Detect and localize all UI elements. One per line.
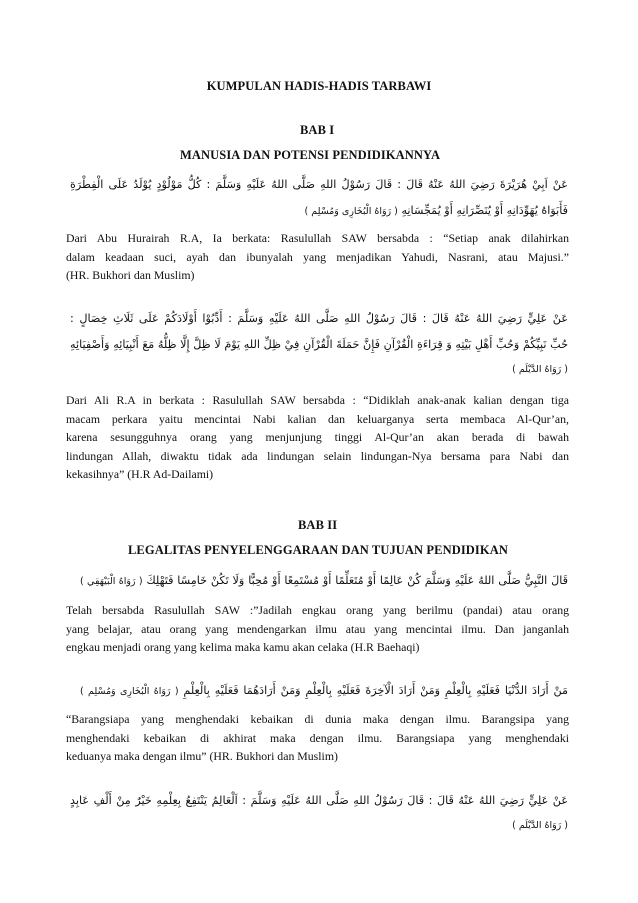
- chapter-title-bab-1: MANUSIA DAN POTENSI PENDIDIKANNYA: [180, 148, 441, 162]
- chapter-label-bab-2: BAB II: [298, 518, 338, 532]
- hadith-2-translation: [66, 391, 569, 484]
- hadith-3-translation-line: Telah bersabda Rasulullah SAW :”Jadilah engkau orang yang berilmu (pandai) atau orang: [66, 603, 569, 617]
- hadith-1-translation-line: (HR. Bukhori dan Muslim): [66, 268, 195, 283]
- hadith-3-arabic-source: ( رَوَاهُ الْبَيْهَقِي ): [80, 576, 143, 587]
- hadith-2-arabic-line-2: حُبِّ نَبِيِّكُمْ وَحُبِّ أَهْلِ بَيْتِهِ وَ قِرَاءَةِ الْقُرْآنِ فَإِنَّ حَمَلَةَ الْقُرْآنِ فِيْ ظِلِّ اللهِ يَوْمَ لَا ظِلَّ إِلَّا ظِلُّهُ مَعَ أَنْبِيَائِهِ وَأَصْفِيَائِهِ: [70, 338, 568, 351]
- hadith-5-arabic-source: ( رَوَاهُ الدَّيْلَم ): [512, 820, 568, 831]
- hadith-4-arabic-wrap: [80, 684, 568, 697]
- hadith-2-translation-line: kekasihnya” (H.R Ad-Dailami): [66, 467, 214, 482]
- hadith-3-arabic-wrap: [80, 574, 568, 587]
- hadith-3-arabic-line-1: قَالَ النَّبِيُّ صَلَّى اللهُ عَلَيْهِ وَسَلَّمَ كُنْ عَالِمًا أَوْ مُتَعَلِّمًا أَوْ مُسْتَمِعًا أَوْ مُحِبًّا وَلَا تَكُنْ خَامِسًا فَتَهْلِكَ: [146, 574, 569, 587]
- hadith-2-arabic-line-1: عَنْ عَلِيٍّ رَضِيَ اللهُ عَنْهُ قَالَ : قَالَ رَسُوْلُ اللهِ صَلَّى اللهُ عَلَيْهِ وَسَلَّمَ : أَدِّبُوْا أَوْلَادَكُمْ عَلَى ثَلَاثِ خِصَالٍ :: [70, 312, 568, 325]
- hadith-3-translation-line: yang belajar, atau orang yang mendengarkan ilmu atau yang mencintai ilmu. Dan janganlah: [66, 621, 569, 636]
- hadith-1-translation-line: dalam keadaan suci, ayah dan ibunyalah yang menjadikan Yahudi, Nasrani, atau Majusi.”: [66, 249, 569, 264]
- hadith-2-arabic-source: ( رَوَاهُ الدَّيْلَم ): [512, 364, 568, 375]
- hadith-2-translation-line: karena sesungguhnya orang yang menjunjung tinggi Al-Qur’an akan berada di bawah: [66, 430, 569, 445]
- hadith-4-arabic-source: ( رَوَاهُ الْبُخَارِى وَمُسْلِم ): [80, 686, 179, 697]
- hadith-4-translation-line: keduanya maka dengan ilmu” (HR. Bukhori dan Muslim): [66, 749, 338, 764]
- hadith-4-translation-line: menghendaki kebaikan di akhirat maka dengan ilmu. Barangsiapa yang menghendaki: [66, 730, 569, 745]
- hadith-2-translation-line: macam perkara yaitu mencintai Nabi kalian dan keluarganya serta membaca Al-Qur’an,: [66, 411, 569, 426]
- hadith-3-translation: [66, 601, 569, 657]
- hadith-2-translation-line: Dari Ali R.A in berkata : Rasulullah SAW bersabda : “Didiklah anak-anak kalian dengan tiga: [66, 393, 569, 407]
- hadith-3-translation-line: engkau menjadi orang yang kelima maka kamu akan celaka (H.R Baehaqi): [66, 640, 420, 655]
- hadith-5-arabic-line-1: عَنْ عَلِيٍّ رَضِيَ اللهُ عَنْهُ قَالَ : قَالَ رَسُوْلُ اللهِ صَلَّى اللهُ عَلَيْهِ وَسَلَّمَ : اَلْعَالِمُ يَنْتَفِعُ بِعِلْمِهِ خَيْرٌ مِنْ أَلْفِ عَابِدٍ: [70, 794, 568, 807]
- chapter-label-bab-1: BAB I: [300, 123, 335, 137]
- document-title: KUMPULAN HADIS-HADIS TARBAWI: [206, 79, 432, 93]
- hadith-1-arabic-source: ( رَوَاهُ الْبُخَارِى وَمُسْلِم ): [304, 206, 398, 217]
- hadith-4-arabic-line-1: مَنْ أَرَادَ الدُّنْيَا فَعَلَيْهِ بِالْعِلْمِ وَمَنْ أَرَادَ الْآخِرَةَ فَعَلَيْهِ بِالْعِلْمِ وَمَنْ أَرَادَهُمَا فَعَلَيْهِ بِالْعِلْمِ: [183, 684, 568, 697]
- hadith-2-translation-line: lindungan Allah, diwaktu tidak ada lindungan selain lindungan-Nya bersama para Nabi dan: [66, 448, 569, 463]
- hadith-1-arabic-line-2: فَأَبَوَاهُ يُهَوِّدَانِهِ أَوْ يُنَصِّرَانِهِ أَوْ يُمَجِّسَانِهِ: [401, 204, 568, 217]
- chapter-title-bab-2: LEGALITAS PENYELENGGARAAN DAN TUJUAN PENDIDIKAN: [128, 543, 508, 557]
- hadith-1-translation: [66, 229, 569, 285]
- hadith-4-translation: [66, 710, 569, 766]
- hadith-1-arabic-line-2-wrap: [230, 204, 568, 217]
- hadith-1-translation-line: Dari Abu Hurairah R.A, Ia berkata: Rasulullah SAW bersabda : “Setiap anak dilahirkan: [66, 231, 569, 245]
- hadith-4-translation-line: “Barangsiapa yang menghendaki kebaikan di dunia maka dengan ilmu. Barangsipa yang: [66, 712, 569, 726]
- hadith-1-arabic-line-1: عَنْ اَبِيْ هُرَيْرَةَ رَضِيَ اللهُ عَنْهُ قَالَ : قَالَ رَسُوْلُ اللهِ صَلَّى اللهُ عَلَيْهِ وَسَلَّمَ : كُلُّ مَوْلُوْدٍ يُوْلَدُ عَلَى الْفِطْرَةِ: [70, 178, 568, 191]
